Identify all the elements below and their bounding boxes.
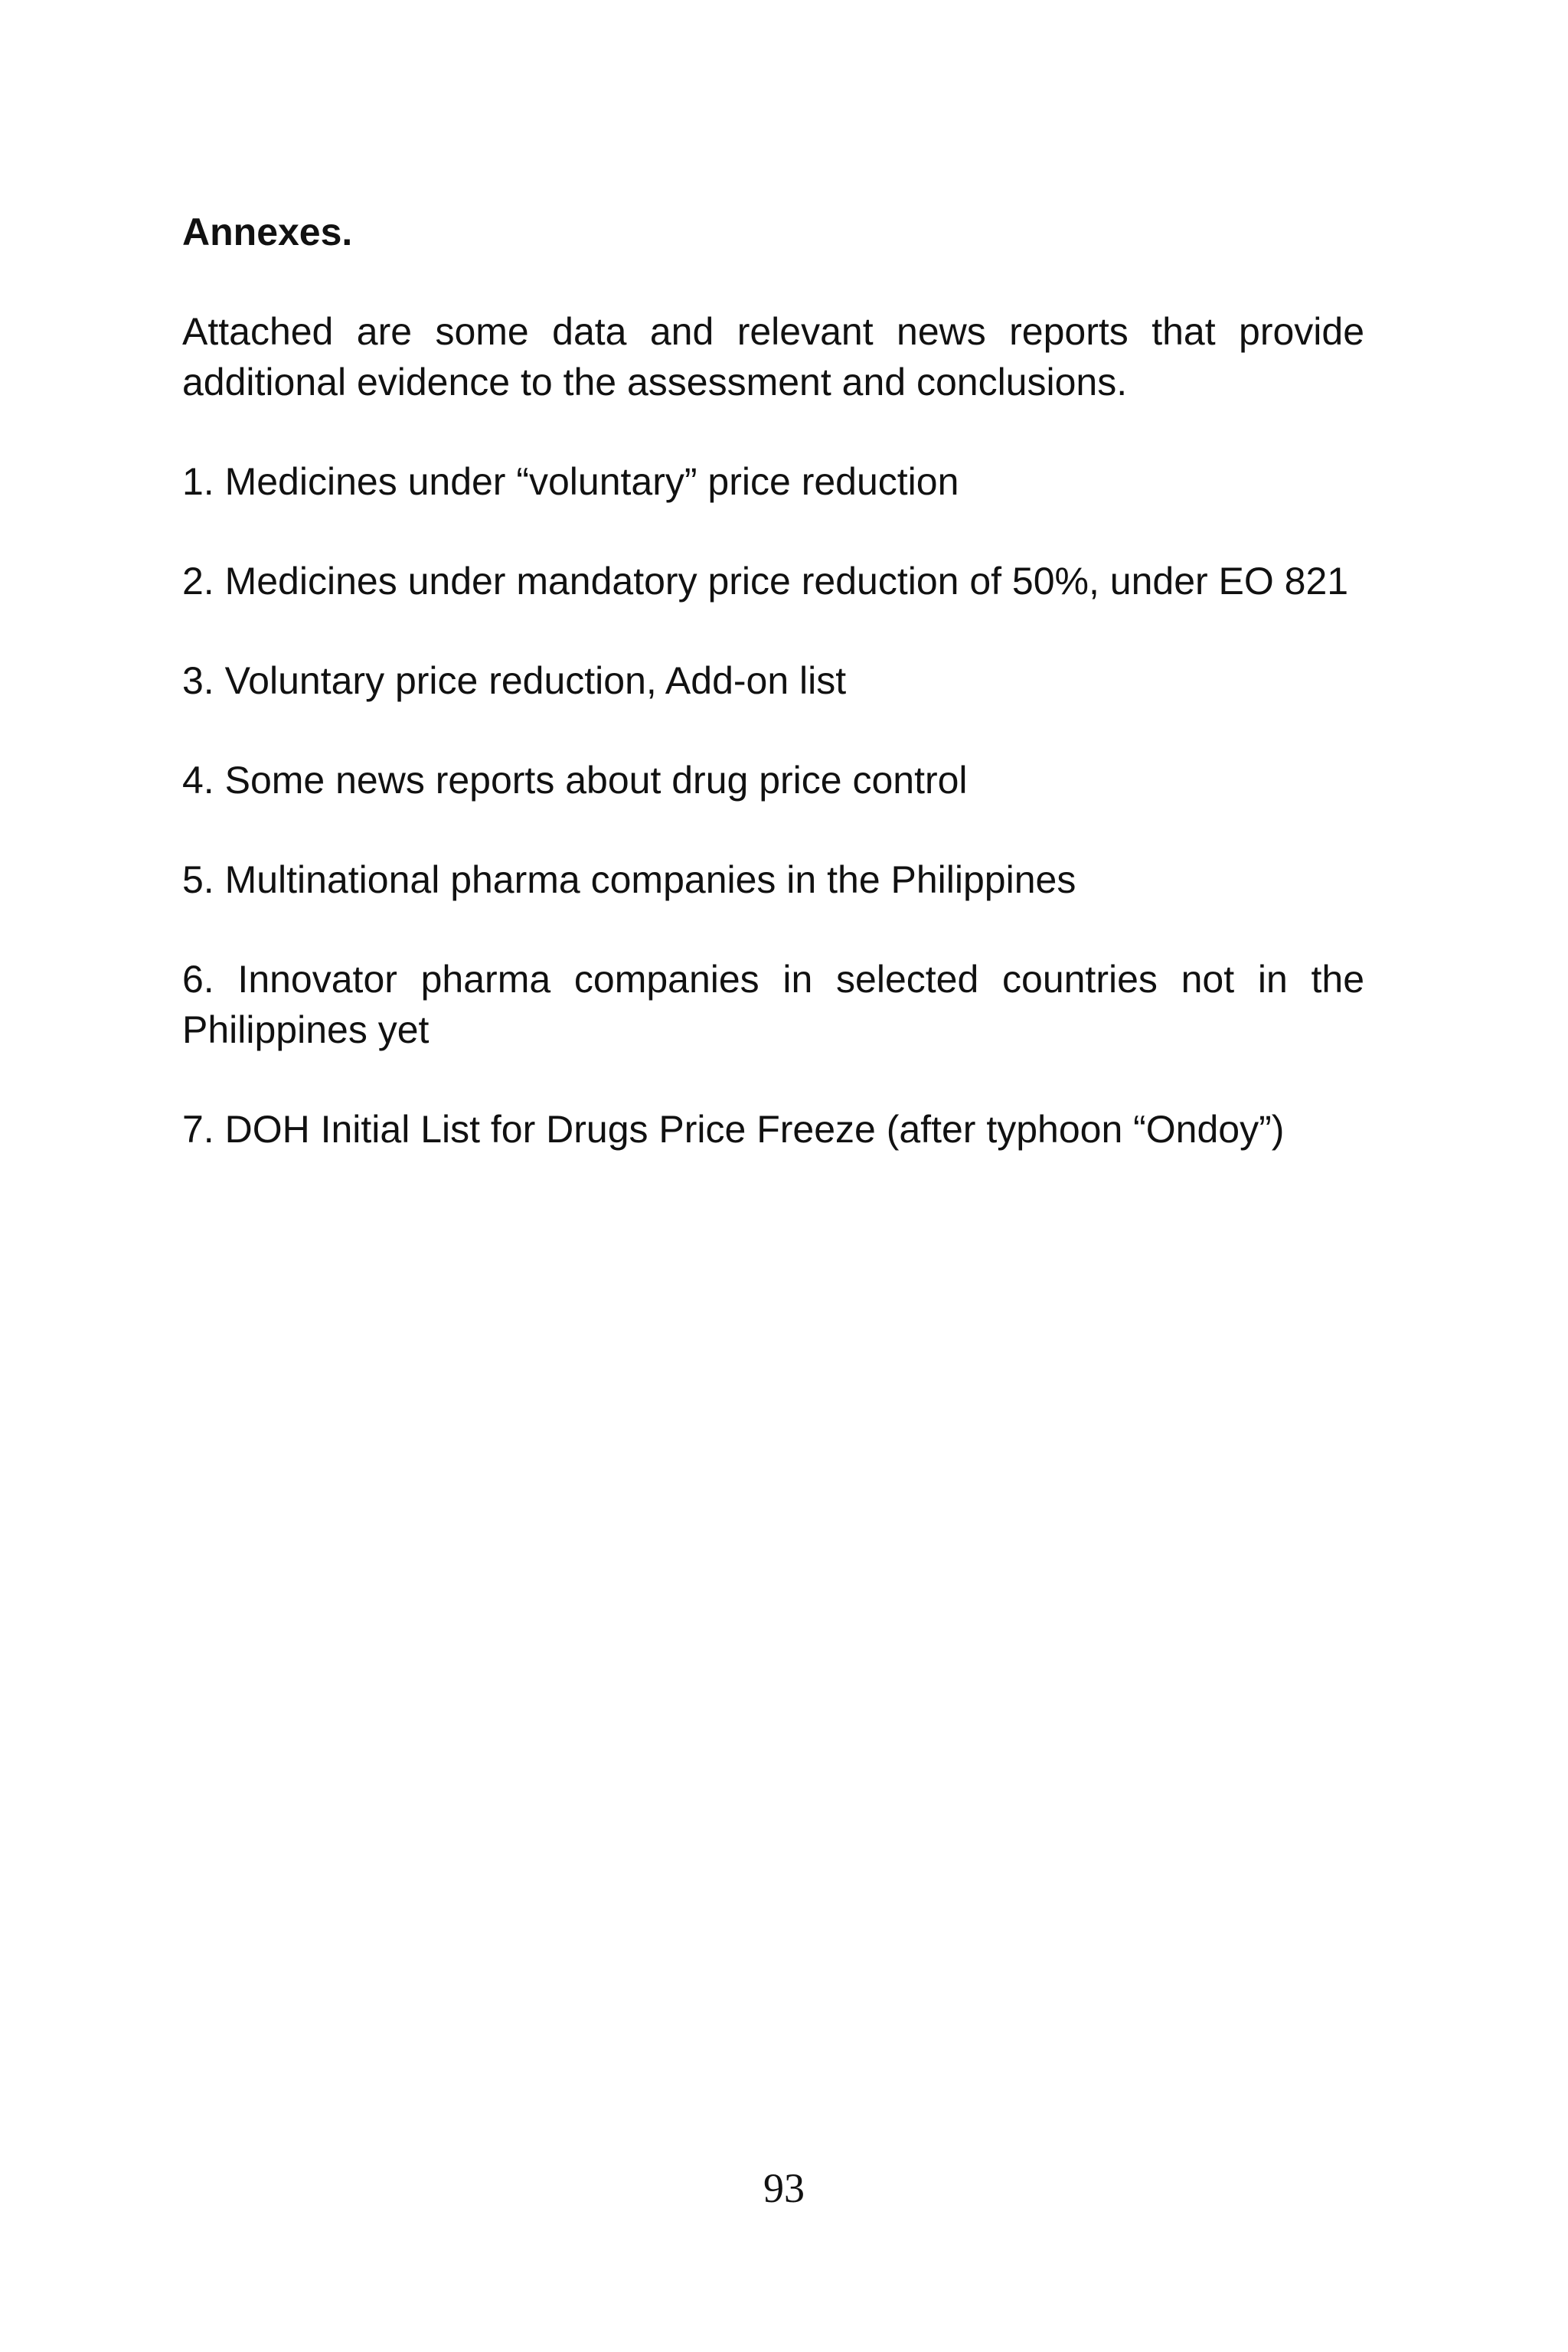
list-item: 1. Medicines under “voluntary” price reduction	[182, 460, 959, 503]
list-item: 7. DOH Initial List for Drugs Price Freeze (after typhoon “Ondoy”)	[182, 1108, 1285, 1151]
list-item: 4. Some news reports about drug price control	[182, 759, 968, 802]
list-item: 3. Voluntary price reduction, Add-on list	[182, 659, 847, 702]
page-number: 93	[763, 2165, 805, 2211]
page-content	[182, 207, 1364, 1204]
annex-list	[182, 456, 1364, 1155]
list-item: 2. Medicines under mandatory price reduction of 50%, under EO 821	[182, 560, 1349, 603]
section-heading: Annexes.	[182, 211, 353, 253]
list-item: 6. Innovator pharma companies in selected countries not in the Philippines yet	[182, 958, 1364, 1051]
intro-paragraph: Attached are some data and relevant news reports that provide additional evidence to the assessment and conclusions.	[182, 310, 1364, 403]
list-item: 5. Multinational pharma companies in the Philippines	[182, 858, 1076, 901]
